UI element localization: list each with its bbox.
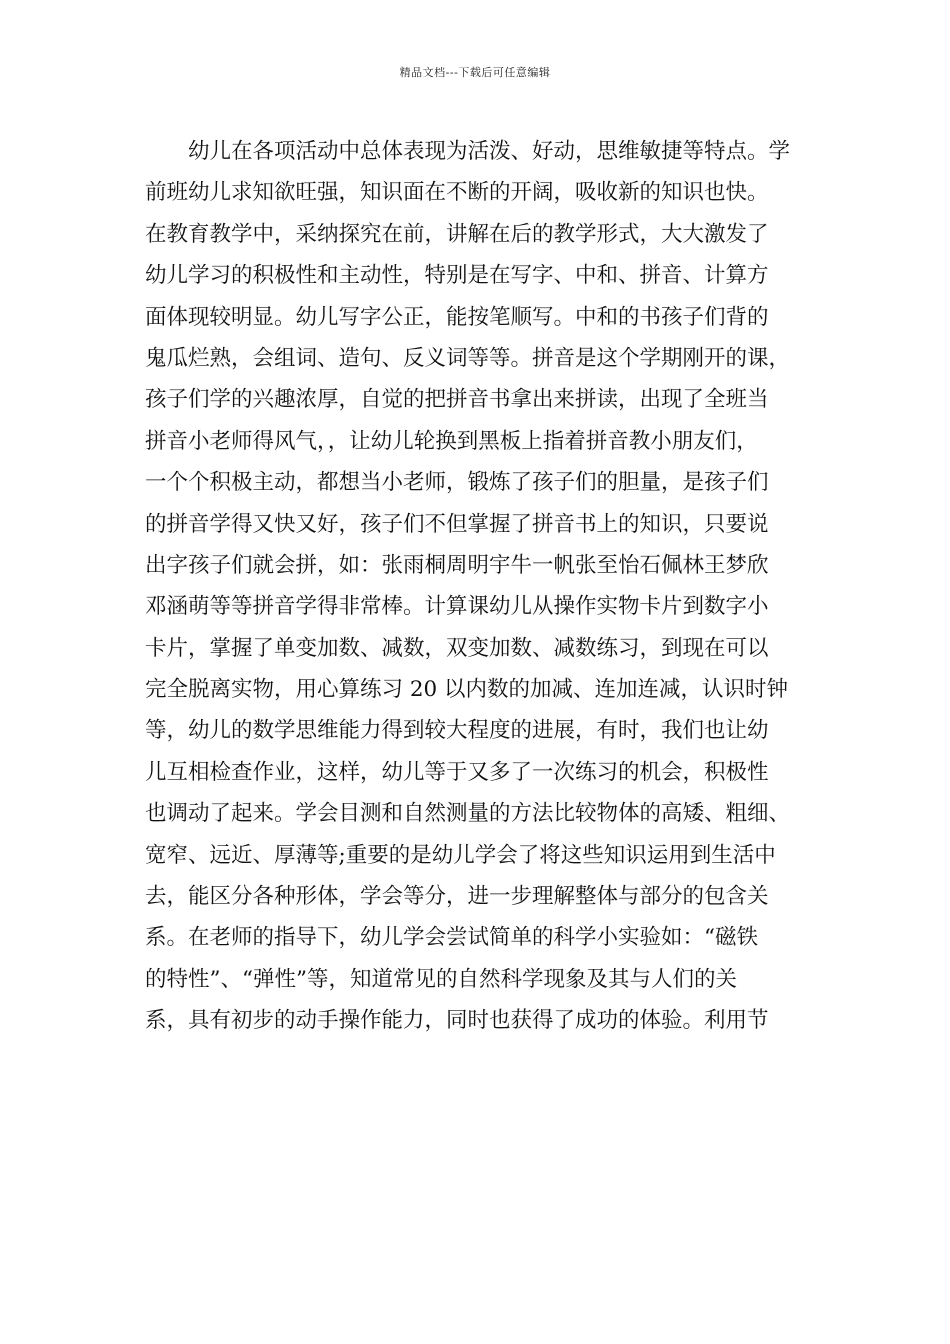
text-line: 的拼音学得又快又好，孩子们不但掌握了拼音书上的知识，只要说	[145, 511, 769, 537]
text-line: 幼儿在各项活动中总体表现为活泼、好动，思维敏捷等特点。学	[145, 139, 791, 164]
text-line: 完全脱离实物，用心算练习 20 以内数的加减、连加连减，认识时钟	[145, 677, 789, 703]
text-line: 等，幼儿的数学思维能力得到较大程度的进展，有时，我们也让幼	[145, 718, 769, 744]
text-line: 鬼瓜烂熟，会组词、造句、反义词等等。拼音是这个学期刚开的课，	[145, 345, 791, 371]
text-line: 的特性”、“弹性”等，知道常见的自然科学现象及其与人们的关	[145, 966, 737, 992]
text-line: 卡片，掌握了单变加数、减数，双变加数、减数练习，到现在可以	[145, 635, 769, 661]
text-line: 在教育教学中，采纳探究在前，讲解在后的教学形式，大大激发了	[145, 221, 769, 247]
text-line: 系，具有初步的动手操作能力，同时也获得了成功的体验。利用节	[145, 1008, 769, 1034]
text-line: 邓涵萌等等拼音学得非常棒。计算课幼儿从操作实物卡片到数字小	[145, 594, 769, 620]
text-line: 前班幼儿求知欲旺强，知识面在不断的开阔，吸收新的知识也快。	[145, 180, 769, 206]
text-line: 拼音小老师得风气，，让幼儿轮换到黑板上指着拼音教小朋友们，	[145, 428, 758, 454]
text-line: 孩子们学的兴趣浓厚，自觉的把拼音书拿出来拼读，出现了全班当	[145, 387, 769, 413]
text-line: 一个个积极主动，都想当小老师，锻炼了孩子们的胆量，是孩子们	[145, 470, 769, 496]
text-line: 儿互相检查作业，这样，幼儿等于又多了一次练习的机会，积极性	[145, 759, 769, 785]
text-line: 系。在老师的指导下，幼儿学会尝试简单的科学小实验如：“磁铁	[145, 925, 758, 951]
text-line: 去，能区分各种形体，学会等分，进一步理解整体与部分的包含关	[145, 884, 769, 910]
text-line: 宽窄、远近、厚薄等;重要的是幼儿学会了将这些知识运用到生活中	[145, 842, 776, 868]
text-line: 幼儿学习的积极性和主动性，特别是在写字、中和、拼音、计算方	[145, 263, 769, 289]
text-line: 出字孩子们就会拼，如：张雨桐周明宇牛一帆张至怡石佩林王梦欣	[145, 552, 769, 578]
page-header: 精品文档---下载后可任意编辑	[399, 66, 551, 79]
body-paragraph	[145, 131, 825, 1042]
text-line: 也调动了起来。学会目测和自然测量的方法比较物体的高矮、粗细、	[145, 801, 791, 827]
text-line: 面体现较明显。幼儿写字公正，能按笔顺写。中和的书孩子们背的	[145, 304, 769, 330]
